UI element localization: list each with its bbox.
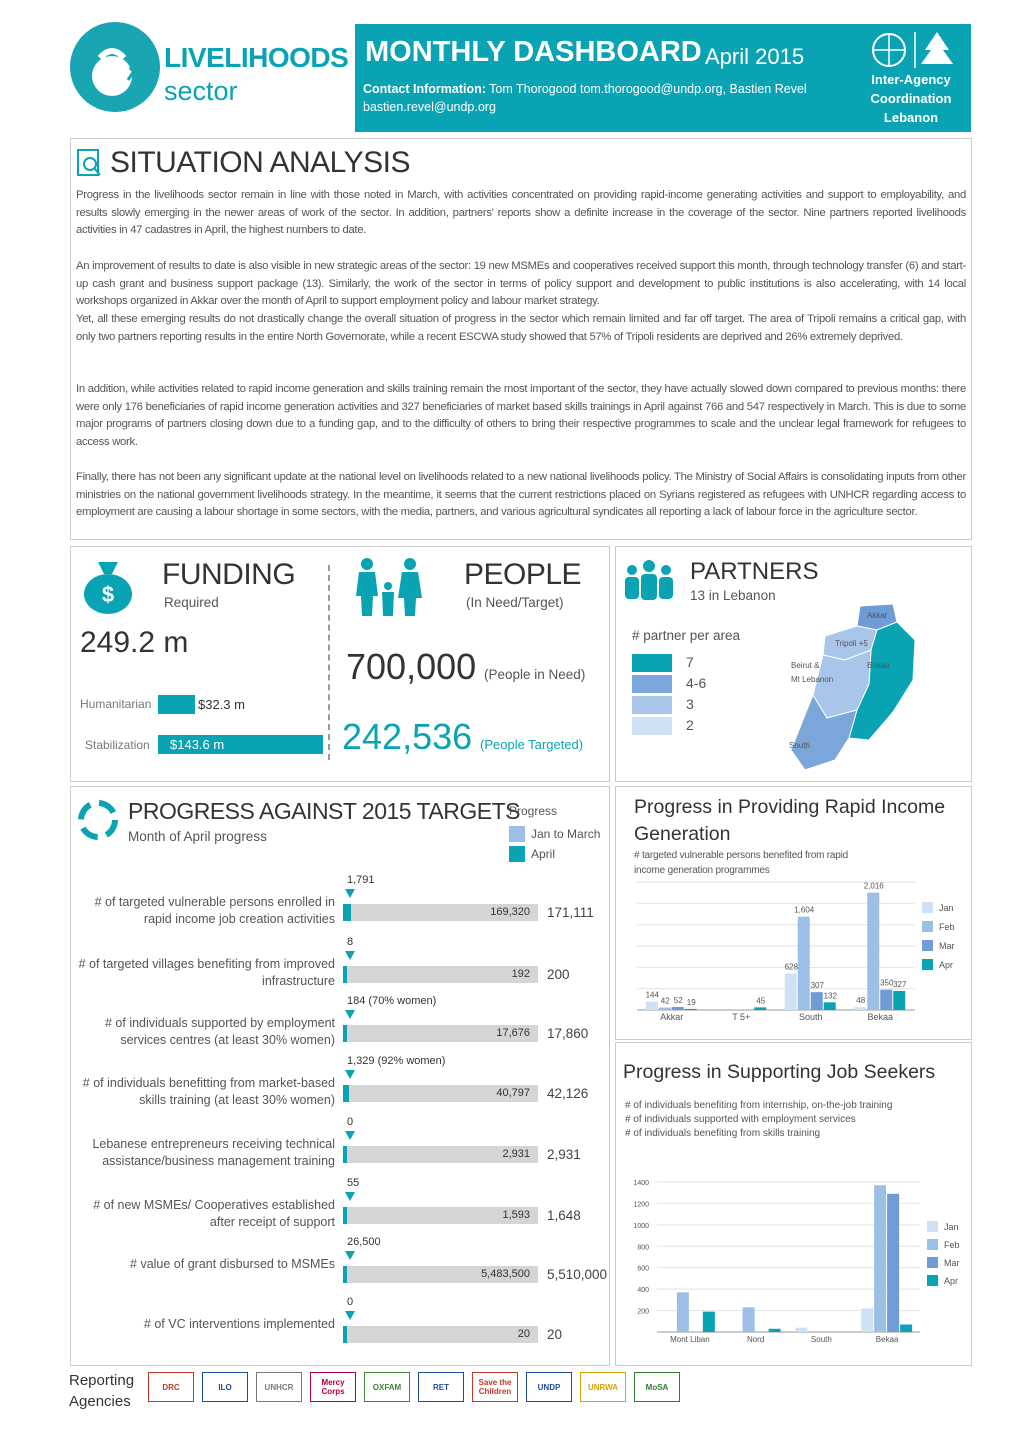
progress-target-value: 17,860 <box>547 1026 589 1041</box>
chart1-subtitle: # targeted vulnerable persons benefited from rapid income generation programmes <box>634 850 849 876</box>
partners-legend-swatch <box>632 717 672 735</box>
bar-apr <box>824 1002 836 1010</box>
agency-logo-ret: RET <box>418 1372 464 1402</box>
progress-april-marker <box>345 1070 355 1079</box>
lebanon-map <box>765 600 935 780</box>
legend-swatch <box>927 1275 938 1286</box>
progress-april-value: 26,500 <box>347 1236 381 1248</box>
progress-label: # of individuals supported by employment services centres (at least 30% women) <box>105 1016 335 1047</box>
progress-target-value: 20 <box>547 1327 563 1342</box>
brand-title: LIVELIHOODS <box>164 42 349 73</box>
bar-mar <box>672 1007 684 1010</box>
chart2-subtitle-line2: # of individuals supported with employment services <box>625 1114 856 1125</box>
bar-feb <box>798 917 810 1010</box>
partners-legend-swatch <box>632 654 672 672</box>
bar-feb <box>743 1307 755 1332</box>
funding-title: FUNDING <box>162 558 296 591</box>
agency-logo-unrwa: UNRWA <box>580 1372 626 1402</box>
progress-sub: Month of April progress <box>128 829 267 844</box>
progress-april-bar <box>343 1025 347 1042</box>
livelihoods-logo-icon <box>70 22 160 112</box>
legend-label-march: Jan to March <box>531 827 601 841</box>
progress-done-value: 5,483,500 <box>481 1268 530 1280</box>
agency-logo-mercy-corps: Mercy Corps <box>310 1372 356 1402</box>
agencies-label: Agencies <box>69 1393 131 1410</box>
progress-target-value: 5,510,000 <box>547 1267 608 1282</box>
agency-logo-save-the-children: Save the Children <box>472 1372 518 1402</box>
bar-data-label: 144 <box>645 990 659 1000</box>
progress-done-value: 192 <box>511 968 530 980</box>
legend-label: Apr <box>944 1276 959 1286</box>
y-tick-label: 1400 <box>633 1180 649 1187</box>
progress-april-value: 1,791 <box>347 874 375 886</box>
progress-april-bar <box>343 1085 349 1102</box>
reporting-agencies-label <box>69 1370 134 1412</box>
bar-jan <box>795 1328 807 1332</box>
progress-april-marker <box>345 951 355 960</box>
legend-label: Feb <box>939 922 955 932</box>
progress-april-value: 1,329 (92% women) <box>347 1055 446 1067</box>
agency-logos <box>148 1370 688 1406</box>
progress-april-marker <box>345 1251 355 1260</box>
progress-april-marker <box>345 889 355 898</box>
x-tick-label: Bekaa <box>867 1012 894 1022</box>
map-label-mt-lebanon: Mt Lebanon <box>791 675 834 684</box>
iac-line3: Lebanon <box>883 110 939 125</box>
progress-legend-title: Progress <box>509 804 558 818</box>
funding-total: 249.2 m <box>80 626 189 659</box>
agency-logo-oxfam: OXFAM <box>364 1372 410 1402</box>
iac-line1: Inter-Agency <box>871 72 951 87</box>
progress-april-marker <box>345 1131 355 1140</box>
humanitarian-value: $32.3 m <box>198 697 245 712</box>
refresh-cycle-icon <box>74 796 122 849</box>
progress-label: # value of grant disbursed to MSMEs <box>130 1257 335 1271</box>
group-people-icon <box>620 558 678 607</box>
svg-text:$: $ <box>101 582 115 607</box>
dashboard-title: MONTHLY DASHBOARD <box>365 36 702 68</box>
bar-data-label: 628 <box>784 962 798 972</box>
progress-april-bar <box>343 966 347 983</box>
partners-legend-title: # partner per area <box>632 628 741 643</box>
partners-title: PARTNERS <box>690 558 819 585</box>
bar-apr <box>754 1007 766 1010</box>
situation-para-1: Progress in the livelihoods sector remain in line with those noted in March, with activities concentrated on providing rapid-income generating activities and support to employability, and results slowly emerging in the newer areas of work of the sector. In addition, partners' reports show a definite increase in the coverage of the sector. Nine partners reported livelihoods activities in 47 cadastres in April, the highest numbers to date. <box>76 189 966 237</box>
legend-swatch-april <box>509 846 525 862</box>
partners-legend-label: 3 <box>686 696 694 712</box>
y-tick-label: 1200 <box>633 1201 649 1209</box>
people-targeted-value: 242,536 <box>342 716 473 757</box>
partners-legend-swatch <box>632 675 672 693</box>
bar-data-label: 2,016 <box>863 881 884 891</box>
bar-apr <box>685 1009 697 1010</box>
chart2-subtitle-line3: # of individuals benefiting from skills training <box>625 1128 821 1139</box>
partners-legend-label: 7 <box>686 654 694 670</box>
agency-logo-drc: DRC <box>148 1372 194 1402</box>
bar-data-label: 132 <box>823 991 837 1001</box>
bar-mar <box>811 992 823 1010</box>
x-tick-label: South <box>810 1335 832 1344</box>
x-tick-label: Nord <box>746 1335 765 1344</box>
legend-label-april: April <box>531 847 556 861</box>
progress-april-value: 8 <box>347 936 354 948</box>
progress-april-value: 55 <box>347 1177 360 1189</box>
iac-label <box>855 70 967 127</box>
bar-data-label: 42 <box>660 996 670 1006</box>
bar-jan <box>861 1308 873 1332</box>
chart1-svg <box>615 860 970 1038</box>
situation-title: SITUATION ANALYSIS <box>110 146 410 179</box>
humanitarian-bar <box>158 695 195 714</box>
agency-logo-unhcr: UNHCR <box>256 1372 302 1402</box>
bar-data-label: 327 <box>893 979 907 989</box>
progress-april-bar <box>343 1207 347 1224</box>
bar-apr <box>893 991 905 1010</box>
chart2-subtitle <box>625 1099 892 1141</box>
legend-swatch <box>922 921 933 932</box>
contact-text[interactable]: Tom Thorogood tom.thorogood@undp.org, Bastien Revel bastien.revel@undp.org <box>363 82 807 114</box>
situation-para-2: An improvement of results to date is also visible in new strategic areas of the sector: 19 new MSMEs and cooperatives received support this month, through technology transfer (6) and start-up cash grant and business support package (13). Similarly, the work of the sector in terms of policy support and development to public institutions is also accelerating, with 14 local workshops organized in Akkar over the month of April to support employment policy and labour market strategy. <box>76 260 966 308</box>
funding-sub: Required <box>164 595 219 610</box>
progress-april-bar <box>343 1266 347 1283</box>
y-tick-label: 600 <box>637 1265 649 1273</box>
legend-label: Mar <box>939 941 955 951</box>
progress-april-bar <box>343 1326 347 1343</box>
agency-logo-ilo: ILO <box>202 1372 248 1402</box>
progress-april-value: 0 <box>347 1116 354 1128</box>
x-tick-label: Akkar <box>660 1012 684 1022</box>
legend-swatch <box>927 1257 938 1268</box>
bar-feb <box>659 1008 671 1010</box>
document-search-icon <box>76 148 104 183</box>
bar-data-label: 48 <box>856 996 866 1006</box>
progress-target-value: 42,126 <box>547 1086 589 1101</box>
bar-jan <box>854 1007 866 1010</box>
legend-label: Jan <box>939 903 954 913</box>
map-label-akkar: Akkar <box>867 611 888 620</box>
situation-para-4: In addition, while activities related to rapid income generation and skills training remain the most important of the sector, they have actually slowed down compared to previous months: there were only 176 beneficiaries of rapid income generation activities and 327 beneficiaries of market based skills trainings in April against 766 and 547 respectively in March. This is due to some major programs of partners closing down due to a funding gap, and to the difficulty of others to bring their respective programmes to scale and the unclear legal framework for refugees to access work. <box>76 383 966 448</box>
partners-legend-label: 2 <box>686 717 694 733</box>
iac-line2: Coordination <box>870 91 952 106</box>
progress-done-value: 1,593 <box>502 1209 530 1221</box>
map-label-beirut: Beirut & <box>791 661 820 670</box>
bar-mar <box>880 990 892 1010</box>
progress-april-bar <box>343 904 351 921</box>
family-icon <box>352 556 427 623</box>
legend-swatch <box>922 959 933 970</box>
livelihoods-logo <box>70 22 160 112</box>
progress-title: PROGRESS AGAINST 2015 TARGETS <box>128 798 520 824</box>
progress-label: # of VC interventions implemented <box>143 1317 335 1331</box>
progress-target-value: 200 <box>547 967 570 982</box>
reporting-label: Reporting <box>69 1372 135 1389</box>
dashboard-date: April 2015 <box>705 44 805 69</box>
divider <box>328 565 330 760</box>
partners-legend-swatch <box>632 696 672 714</box>
progress-april-marker <box>345 1010 355 1019</box>
legend-swatch <box>927 1239 938 1250</box>
contact-label: Contact Information: <box>363 82 486 96</box>
y-tick-label: 200 <box>637 1308 649 1316</box>
progress-done-value: 2,931 <box>502 1148 530 1160</box>
progress-label: # of individuals benefitting from market-based skills training (at least 30% women) <box>82 1076 335 1107</box>
bar-data-label: 52 <box>673 995 683 1005</box>
situation-para-3: Yet, all these emerging results do not drastically change the overall situation of progress in the sector which remain limited and far off target. The area of Tripoli remains a critical gap, with only two partners reporting results in the entire North Governorate, while a recent ESCWA study showed that 57% of Tripoli residents are deprived and 26% extremely deprived. <box>76 313 966 343</box>
progress-done-value: 17,676 <box>496 1027 530 1039</box>
people-sub: (In Need/Target) <box>466 595 564 610</box>
progress-april-marker <box>345 1192 355 1201</box>
bar-data-label: 1,604 <box>794 905 815 915</box>
progress-target-value: 1,648 <box>547 1208 581 1223</box>
people-in-need-value: 700,000 <box>346 646 477 687</box>
agency-logo-mosa: MoSA <box>634 1372 680 1402</box>
people-in-need-label: (People in Need) <box>484 667 586 682</box>
bar-apr <box>703 1312 715 1332</box>
x-tick-label: Bekaa <box>875 1335 899 1344</box>
people-title: PEOPLE <box>464 558 582 591</box>
bar-feb <box>677 1292 689 1332</box>
progress-target-value: 171,111 <box>547 905 594 920</box>
map-label-south: South <box>789 741 810 750</box>
un-logo-icon <box>867 30 957 75</box>
partners-sub: 13 in Lebanon <box>690 588 776 603</box>
progress-april-value: 184 (70% women) <box>347 995 437 1007</box>
progress-april-marker <box>345 1311 355 1320</box>
agency-logo-undp: UNDP <box>526 1372 572 1402</box>
progress-done-value: 169,320 <box>490 906 530 918</box>
legend-label: Mar <box>944 1258 960 1268</box>
stabilization-label: Stabilization <box>85 738 150 752</box>
contact-info <box>363 80 833 116</box>
progress-april-value: 0 <box>347 1296 354 1308</box>
stabilization-bar: $143.6 m <box>158 735 323 754</box>
progress-label: # of targeted villages benefiting from improved infrastructure <box>78 957 335 988</box>
progress-label: # of targeted vulnerable persons enrolled in rapid income job creation activities <box>94 895 335 926</box>
situation-para-5: Finally, there has not been any significant update at the national level on livelihoods related to a new national livelihoods policy. The Ministry of Social Affairs is consolidating inputs from other ministries on the national government livelihoods strategy. In the meantime, it seems that the current restrictions placed on Syrians registered as refugees with UNHCR regarding access to employment are causing a labour shortage in some sectors, with the media, partners, and various agricultural syndicates all reporting a lack of labour force in the agriculture sector. <box>76 471 966 519</box>
progress-done-value: 40,797 <box>496 1087 530 1099</box>
progress-track <box>343 1326 538 1343</box>
bar-mar <box>887 1194 899 1332</box>
money-bag-icon <box>80 558 136 621</box>
progress-label: Lebanese entrepreneurs receiving technical assistance/business management training <box>92 1137 335 1168</box>
bar-jan <box>785 973 797 1010</box>
y-tick-label: 1000 <box>633 1222 649 1230</box>
legend-swatch <box>927 1221 938 1232</box>
people-targeted-label: (People Targeted) <box>480 737 584 752</box>
bar-data-label: 350 <box>880 978 894 988</box>
brand-subtitle: sector <box>164 76 238 106</box>
chart2-subtitle-line1: # of individuals benefiting from internship, on-the-job training <box>625 1100 893 1111</box>
map-label-tripoli: Tripoli +5 <box>835 639 868 648</box>
bar-data-label: 307 <box>810 981 824 991</box>
chart2-svg <box>615 1170 970 1360</box>
bar-apr <box>769 1329 781 1332</box>
legend-label: Jan <box>944 1222 959 1232</box>
chart2-title: Progress in Supporting Job Seekers <box>623 1061 936 1083</box>
legend-swatch-march <box>509 826 525 842</box>
y-tick-label: 400 <box>637 1287 649 1295</box>
progress-label: # of new MSMEs/ Cooperatives established after receipt of support <box>93 1198 335 1229</box>
bar-apr <box>900 1325 912 1333</box>
humanitarian-label: Humanitarian <box>80 697 152 711</box>
progress-track <box>343 966 538 983</box>
bar-data-label: 19 <box>686 997 696 1007</box>
x-tick-label: South <box>798 1012 823 1022</box>
legend-label: Feb <box>944 1240 960 1250</box>
progress-done-value: 20 <box>517 1328 530 1340</box>
x-tick-label: Mont Liban <box>670 1335 710 1344</box>
header-bar <box>355 24 971 132</box>
legend-label: Apr <box>939 960 954 970</box>
partners-legend-label: 4-6 <box>686 675 707 691</box>
x-tick-label: T 5+ <box>732 1012 751 1022</box>
y-tick-label: 800 <box>637 1244 649 1252</box>
bar-data-label: 45 <box>756 996 766 1006</box>
legend-swatch <box>922 902 933 913</box>
bar-jan <box>646 1002 658 1010</box>
bar-feb <box>867 893 879 1010</box>
map-label-bekaa: Bekaa <box>867 661 890 670</box>
chart1-title: Progress in Providing Rapid Income Generation <box>634 796 946 845</box>
legend-swatch <box>922 940 933 951</box>
progress-target-value: 2,931 <box>547 1147 581 1162</box>
bar-feb <box>874 1185 886 1332</box>
progress-april-bar <box>343 1146 347 1163</box>
